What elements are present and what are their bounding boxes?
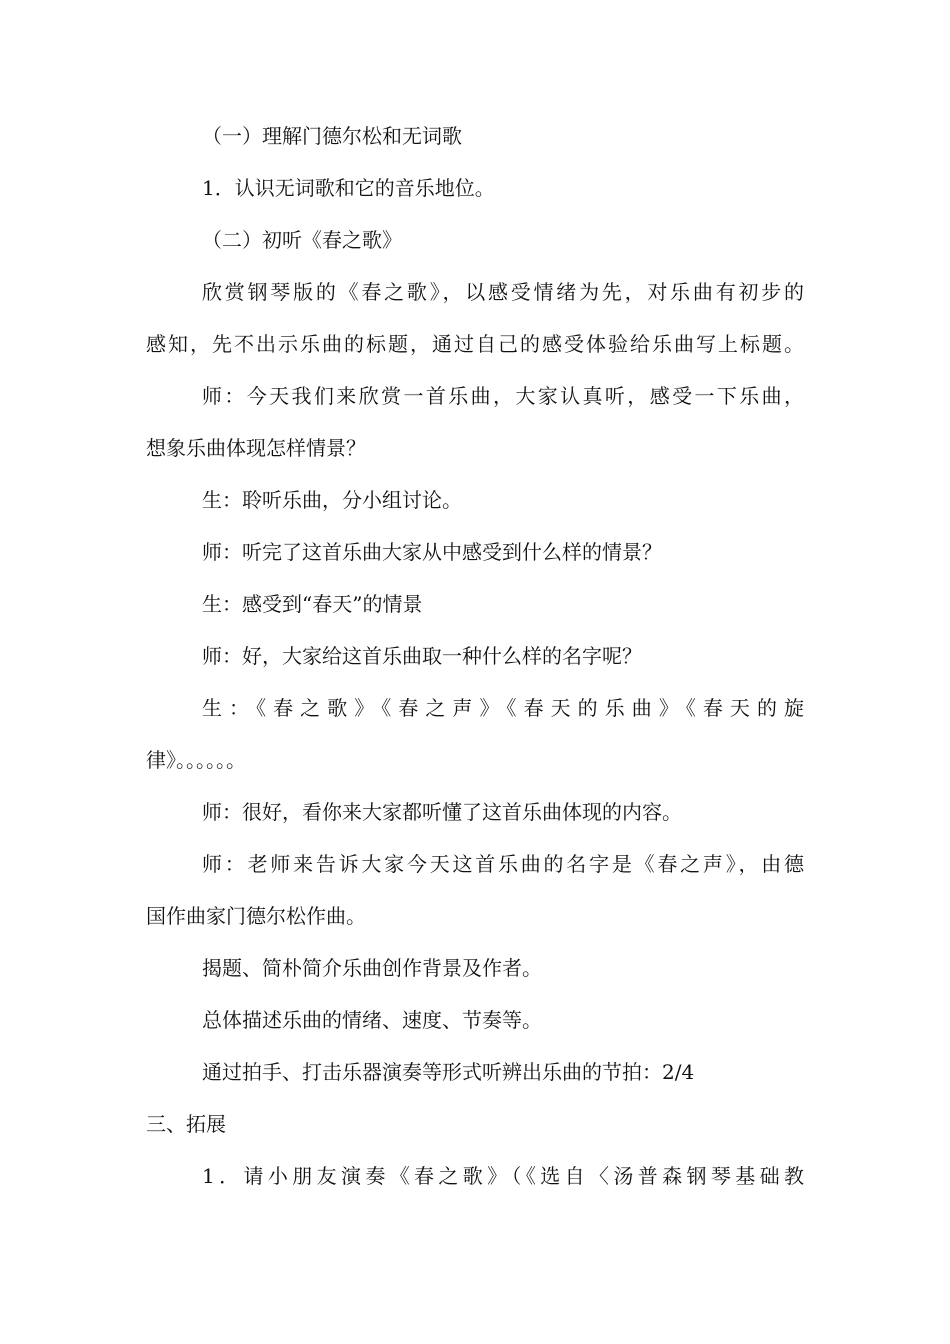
paragraph-line: 总体描述乐曲的情绪、速度、节奏等。 [202, 1008, 542, 1032]
section-heading-understand-mendelssohn: （一）理解门德尔松和无词歌 [202, 124, 462, 148]
section-heading-first-listen: （二）初听《春之歌》 [202, 228, 402, 252]
paragraph-line: 欣赏钢琴版的《春之歌》，以感受情绪为先，对乐曲有初步的 [202, 280, 804, 304]
list-item-perform-song: 1．请小朋友演奏《春之歌》（《选自〈汤普森钢琴基础教 [202, 1164, 804, 1188]
dialogue-line: 生：《春之歌》《春之声》《春天的乐曲》《春天的旋 [202, 696, 804, 720]
dialogue-line: 想象乐曲体现怎样情景？ [146, 436, 366, 460]
paragraph-line: 揭题、简朴简介乐曲创作背景及作者。 [202, 956, 542, 980]
dialogue-line: 生：聆听乐曲，分小组讨论。 [202, 488, 462, 512]
paragraph-line: 感知，先不出示乐曲的标题，通过自己的感受体验给乐曲写上标题。 [146, 332, 804, 356]
dialogue-line: 师：听完了这首乐曲大家从中感受到什么样的情景？ [202, 540, 662, 564]
dialogue-line: 师：很好，看你来大家都听懂了这首乐曲体现的内容。 [202, 800, 682, 824]
dialogue-line: 生：感受到“春天”的情景 [202, 592, 423, 616]
dialogue-line: 国作曲家门德尔松作曲。 [146, 904, 366, 928]
dialogue-line: 律》。。。。。。 [146, 748, 246, 772]
dialogue-line: 师：今天我们来欣赏一首乐曲，大家认真听，感受一下乐曲， [202, 384, 804, 408]
dialogue-line: 师：老师来告诉大家今天这首乐曲的名字是《春之声》，由德 [202, 852, 804, 876]
list-item-know-songs-without-words: 1．认识无词歌和它的音乐地位。 [202, 176, 495, 200]
dialogue-line: 师：好，大家给这首乐曲取一种什么样的名字呢？ [202, 644, 642, 668]
paragraph-line: 通过拍手、打击乐器演奏等形式听辨出乐曲的节拍：2/4 [202, 1060, 695, 1084]
section-heading-extension: 三、拓展 [146, 1112, 226, 1136]
